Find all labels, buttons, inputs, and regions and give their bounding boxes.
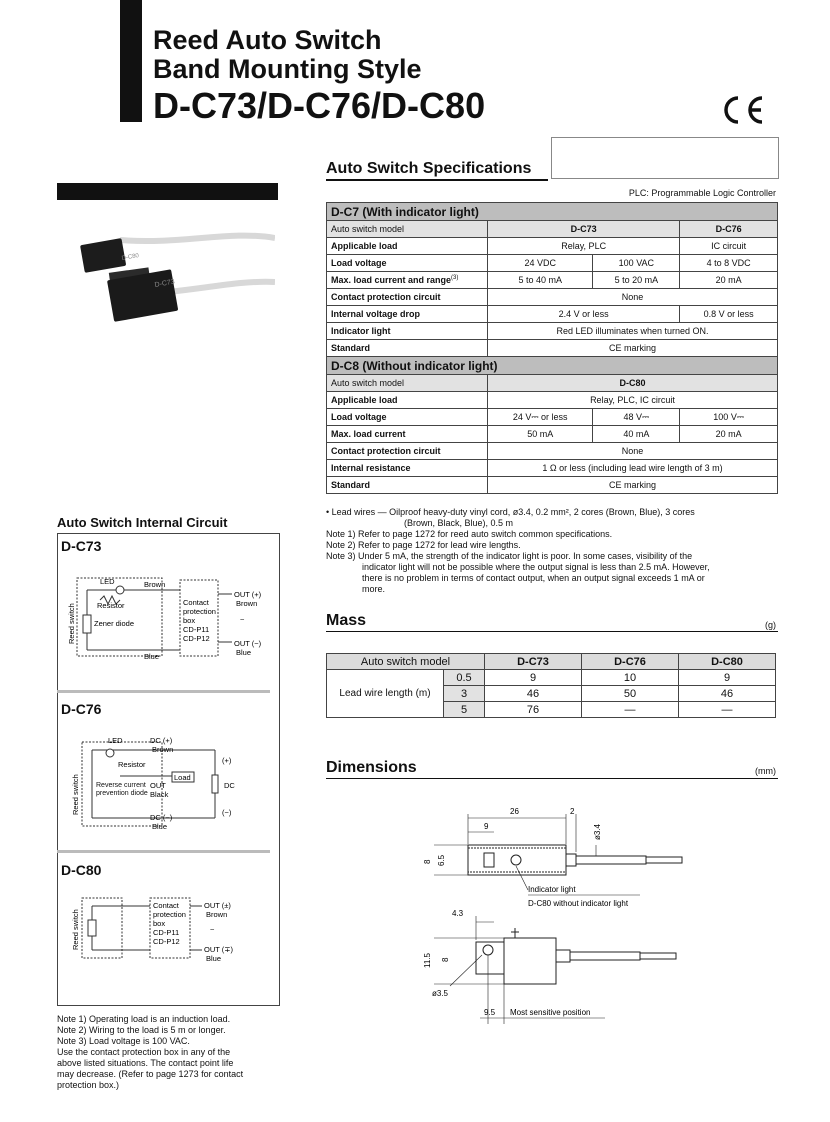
circuit-notes: Note 1) Operating load is an induction load. Note 2) Wiring to the load is 5 m or longer. Note 3) Load voltage is 100 VAC. Use the contact protection box in any of the above listed situations. The contact point life may decrease. (Refer to page 1273 for contact protection box.) (57, 1014, 244, 1090)
c8-model: D-C80 (488, 375, 778, 392)
circuit-divider-1 (57, 690, 270, 693)
dimensions-unit: (mm) (755, 766, 776, 776)
circuit-c76-title: D-C76 (61, 701, 102, 717)
svg-text:Blue: Blue (206, 954, 222, 963)
svg-text:Contact: Contact (183, 598, 209, 607)
table-row: Max. load current and range$^{(3)}$ 5 to 40 mA 5 to 20 mA 20 mA (327, 272, 778, 289)
dim-8: 8 (423, 859, 432, 864)
c73-zener-label: Zener diode (94, 619, 135, 628)
dim-11-5: 11.5 (423, 953, 432, 968)
dimensions-divider (326, 778, 778, 779)
table-row: Indicator light Red LED illuminates when turned ON. (327, 323, 778, 340)
svg-text:~: ~ (210, 925, 215, 934)
model-title: D-C73/D-C76/D-C80 (153, 85, 486, 126)
svg-text:CD-P11: CD-P11 (183, 625, 210, 634)
mass-divider (326, 631, 778, 632)
svg-text:protection: protection (183, 607, 216, 616)
photo-caption-band (57, 183, 278, 200)
svg-text:Reed switch: Reed switch (71, 774, 80, 815)
svg-text:OUT (±): OUT (±) (204, 901, 231, 910)
dim-9: 9 (484, 822, 489, 831)
table-row: 5 76 — — (327, 702, 776, 718)
dim-8b: 8 (441, 957, 450, 962)
svg-text:Load: Load (174, 773, 191, 782)
table-row: Load voltage 24 V⎓ or less 48 V⎓ 100 V⎓ (327, 409, 778, 426)
svg-text:OUT (∓): OUT (∓) (204, 945, 234, 954)
c7-model-c73: D-C73 (488, 221, 680, 238)
spec-table (326, 202, 778, 494)
svg-text:(−): (−) (222, 808, 232, 817)
c73-resistor-label: Resistor (97, 601, 125, 610)
most-sensitive-position-label: Most sensitive position (510, 1008, 591, 1017)
svg-text:box: box (183, 616, 196, 625)
circuit-c73-title: D-C73 (61, 538, 102, 554)
circuit-section-title: Auto Switch Internal Circuit (57, 515, 228, 530)
table-row: Contact protection circuit None (327, 289, 778, 306)
svg-text:DC: DC (224, 781, 235, 790)
spec-notes: • Lead wires — Oilproof heavy-duty vinyl cord, ø3.4, 0.2 mm², 2 cores (Brown, Blue), 3 cores (Brown, Black, Blue), 0.5 m Note 1) Refer to page 1272 for reed auto switch common specifications. Note 2) Refer to page 1272 for lead wire lengths. Note 3) Under 5 mA, the strength of the indicator light is poor. In some cases, visibility of the indicator light will not be possible where the output signal is less than 2.5 mA. However, there is no problem in terms of contact output, when an output signal exceeds 1 mA or more. (326, 507, 710, 594)
circuit-c80-diagram (60, 888, 275, 968)
table-row: Applicable load Relay, PLC, IC circuit (327, 392, 778, 409)
c8-group-title: D-C8 (Without indicator light) (327, 357, 778, 375)
svg-text:CD-P12: CD-P12 (183, 634, 210, 643)
svg-text:protection: protection (153, 910, 186, 919)
table-row: Applicable load Relay, PLC IC circuit (327, 238, 778, 255)
dim-2: 2 (570, 807, 575, 816)
svg-text:DC (−): DC (−) (150, 813, 173, 822)
page-title-line2: Band Mounting Style (153, 54, 422, 84)
c73-led-label: LED (100, 577, 115, 586)
ce-mark-icon (718, 90, 766, 130)
c7-model-c76: D-C76 (680, 221, 778, 238)
dimension-drawing (400, 800, 730, 1030)
page-title-line1: Reed Auto Switch (153, 25, 382, 55)
circuit-c80-title: D-C80 (61, 862, 102, 878)
svg-text:Blue: Blue (236, 648, 252, 657)
dim-6-5: 6.5 (437, 854, 446, 866)
svg-text:D-C80: D-C80 (121, 253, 140, 262)
c7-model-label: Auto switch model (327, 221, 488, 238)
title-accent-bar (120, 0, 142, 122)
dim-dia-3-4: ø3.4 (593, 823, 602, 840)
dim-4-3: 4.3 (452, 909, 464, 918)
svg-text:OUT: OUT (150, 781, 166, 790)
mass-section-title: Mass (326, 612, 367, 629)
c7-group-title: D-C7 (With indicator light) (327, 203, 778, 221)
c80-note-label: D-C80 without indicator light (528, 899, 629, 908)
spec-blank-box (551, 137, 779, 179)
svg-text:Brown: Brown (206, 910, 228, 919)
svg-text:CD-P11: CD-P11 (153, 928, 180, 937)
product-photo (60, 210, 275, 340)
table-row: Standard CE marking (327, 340, 778, 357)
svg-text:Reed switch: Reed switch (71, 909, 80, 950)
spec-divider (326, 179, 548, 181)
svg-text:Resistor: Resistor (118, 760, 146, 769)
dim-dia-3-5: ø3.5 (432, 989, 449, 998)
svg-text:(+): (+) (222, 756, 232, 765)
mass-table: Auto switch model D-C73 D-C76 D-C80 Lead wire length (m) 0.5 9 10 9 3 46 50 46 5 76 — — (326, 653, 776, 718)
c73-reed-switch-label: Reed switch (67, 603, 76, 644)
svg-text:CD-P12: CD-P12 (153, 937, 180, 946)
dimensions-section-title: Dimensions (326, 759, 417, 776)
svg-text:Brown: Brown (152, 745, 174, 754)
table-row: Load voltage 24 VDC 100 VAC 4 to 8 VDC (327, 255, 778, 272)
mass-unit: (g) (765, 620, 776, 630)
table-row: Max. load current 50 mA 40 mA 20 mA (327, 426, 778, 443)
dim-26: 26 (510, 807, 519, 816)
circuit-divider-2 (57, 850, 270, 853)
table-row: Internal resistance 1 Ω or less (including lead wire length of 3 m) (327, 460, 778, 477)
plc-note: PLC: Programmable Logic Controller (628, 188, 776, 198)
table-row: Lead wire length (m) 0.5 9 10 9 (327, 670, 776, 686)
svg-text:Contact: Contact (153, 901, 179, 910)
circuit-c73-diagram (60, 560, 275, 690)
ce-mark-logo (718, 90, 766, 138)
svg-text:OUT (+): OUT (+) (234, 590, 262, 599)
table-row: Contact protection circuit None (327, 443, 778, 460)
dim-9-5: 9.5 (484, 1008, 496, 1017)
table-row: Internal voltage drop 2.4 V or less 0.8 V or less (327, 306, 778, 323)
c8-model-label: Auto switch model (327, 375, 488, 392)
indicator-light-label: Indicator light (528, 885, 576, 894)
svg-text:OUT (−): OUT (−) (234, 639, 262, 648)
svg-text:box: box (153, 919, 166, 928)
svg-text:Black: Black (150, 790, 169, 799)
svg-text:LED: LED (108, 736, 123, 745)
svg-text:DC (+): DC (+) (150, 736, 173, 745)
table-row: Standard CE marking (327, 477, 778, 494)
c73-brown-label: Brown (144, 580, 166, 589)
svg-text:~: ~ (240, 615, 245, 624)
svg-text:Brown: Brown (236, 599, 258, 608)
c73-blue-label: Blue (144, 652, 160, 661)
table-row: 3 46 50 46 (327, 686, 776, 702)
circuit-c76-diagram: DC (+) Brown LED Resistor Load OUT Black DC (−) Blue (+) DC (−) Reed switch Reverse current prevention diode (71, 736, 235, 830)
svg-text:D-C73: D-C73 (154, 278, 176, 289)
svg-text:Blue: Blue (152, 822, 168, 830)
spec-section-title: Auto Switch Specifications (326, 160, 532, 177)
